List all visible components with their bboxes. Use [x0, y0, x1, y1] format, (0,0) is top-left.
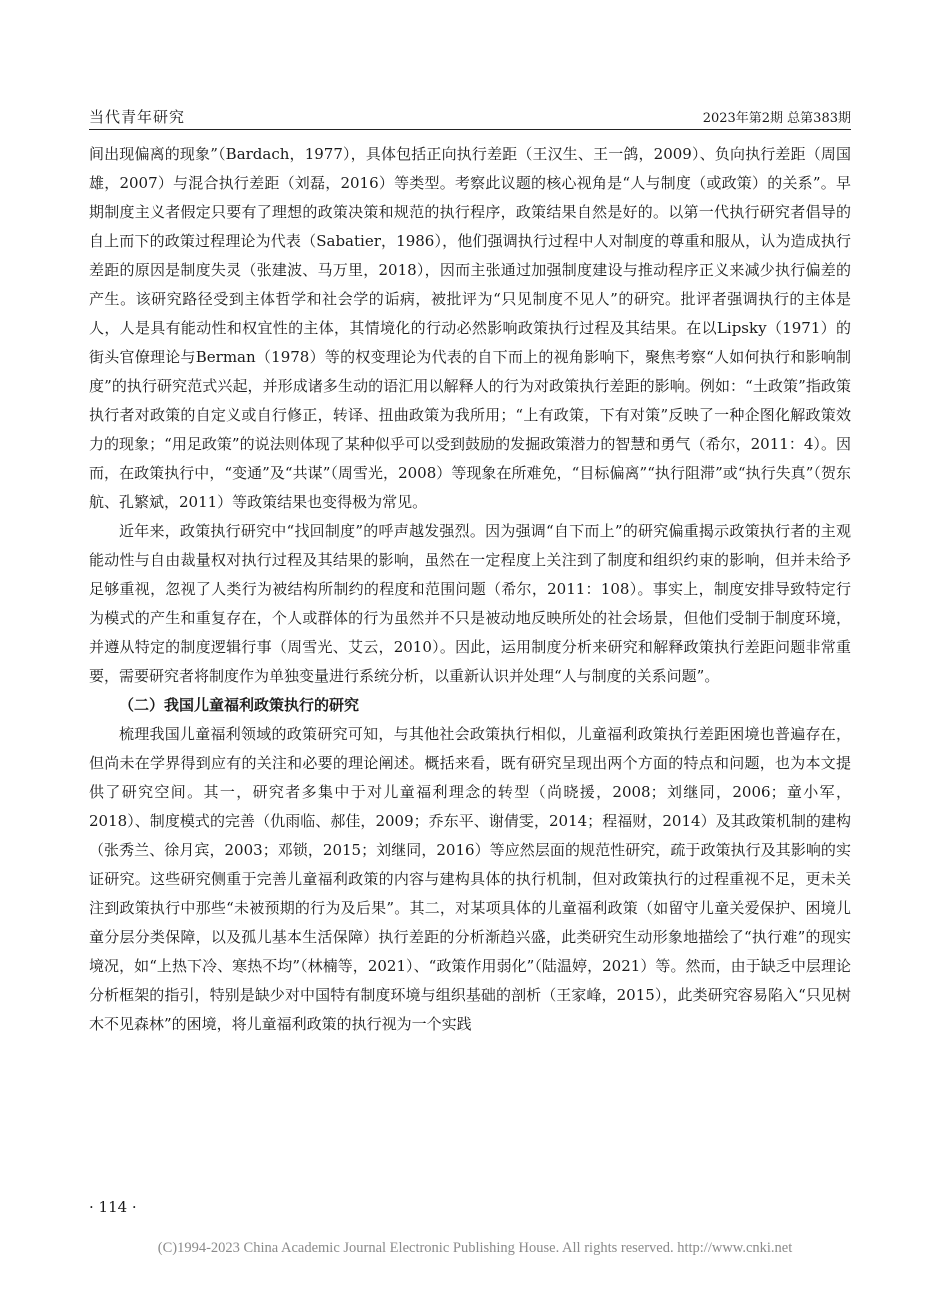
section-subheading: （二）我国儿童福利政策执行的研究 [119, 696, 360, 714]
body-paragraph-1: 间出现偏离的现象”（Bardach，1977），具体包括正向执行差距（王汉生、王一鸽，2009）、负向执行差距（周国雄，2007）与混合执行差距（刘磊，2016）等类型。考察此议题的核心视角是“人与制度（或政策）的关系”。早期制度主义者假定只要有了理想的政策决策和规范的执行程序，政策结果自然是好的。以第一代执行研究者倡导的自上而下的政策过程理论为代表（Sabatier，1986），他们强调执行过程中人对制度的尊重和服从，认为造成执行差距的原因是制度失灵（张建波、马万里，2018），因而主张通过加强制度建设与推动程序正义来减少执行偏差的产生。该研究路径受到主体哲学和社会学的诟病，被批评为“只见制度不见人”的研究。批评者强调执行的主体是人，人是具有能动性和权宜性的主体，其情境化的行动必然影响政策执行过程及其结果。在以Lipsky（1971）的街头官僚理论与Berman（1978）等的权变理论为代表的自下而上的视角影响下，聚焦考察“人如何执行和影响制度”的执行研究范式兴起，并形成诸多生动的语汇用以解释人的行为对政策执行差距的影响。例如：“土政策”指政策执行者对政策的自定义或自行修正，转译、扭曲政策为我所用；“上有政策，下有对策”反映了一种企图化解政策效力的现象；“用足政策”的说法则体现了某种似乎可以受到鼓励的发掘政策潜力的智慧和勇气（希尔，2011：4）。因而，在政策执行中，“变通”及“共谋”（周雪光，2008）等现象在所难免，“目标偏离”“执行阻滞”或“执行失真”（贺东航、孔繁斌，2011）等政策结果也变得极为常见。 [89, 145, 851, 511]
article-body [89, 140, 851, 1039]
running-header [89, 103, 851, 130]
journal-name: 当代青年研究 [89, 108, 186, 126]
copyright-footer: (C)1994-2023 China Academic Journal Electronic Publishing House. All rights reserved. http://www.cnki.net [157, 1240, 793, 1256]
issue-info: 2023年第2期 总第383期 [702, 111, 851, 126]
body-paragraph-3: 梳理我国儿童福利领域的政策研究可知，与其他社会政策执行相似，儿童福利政策执行差距困境也普遍存在，但尚未在学界得到应有的关注和必要的理论阐述。概括来看，既有研究呈现出两个方面的特点和问题，也为本文提供了研究空间。其一，研究者多集中于对儿童福利理念的转型（尚晓援，2008；刘继同，2006；童小军，2018）、制度模式的完善（仇雨临、郝佳，2009；乔东平、谢倩雯，2014；程福财，2014）及其政策机制的建构（张秀兰、徐月宾，2003；邓锁，2015；刘继同，2016）等应然层面的规范性研究，疏于政策执行及其影响的实证研究。这些研究侧重于完善儿童福利政策的内容与建构具体的执行机制，但对政策执行的过程重视不足，更未关注到政策执行中那些“未被预期的行为及后果”。其二，对某项具体的儿童福利政策（如留守儿童关爱保护、困境儿童分层分类保障，以及孤儿基本生活保障）执行差距的分析渐趋兴盛，此类研究生动形象地描绘了“执行难”的现实境况，如“上热下冷、寒热不均”（林楠等，2021）、“政策作用弱化”（陆温婷，2021）等。然而，由于缺乏中层理论分析框架的指引，特别是缺少对中国特有制度环境与组织基础的剖析（王家峰，2015），此类研究容易陷入“只见树木不见森林”的困境，将儿童福利政策的执行视为一个实践 [89, 725, 851, 1033]
page-number: · 114 · [89, 1198, 137, 1216]
body-paragraph-2: 近年来，政策执行研究中“找回制度”的呼声越发强烈。因为强调“自下而上”的研究偏重揭示政策执行者的主观能动性与自由裁量权对执行过程及其结果的影响，虽然在一定程度上关注到了制度和组织约束的影响，但并未给予足够重视，忽视了人类行为被结构所制约的程度和范围问题（希尔，2011：108）。事实上，制度安排导致特定行为模式的产生和重复存在，个人或群体的行为虽然并不只是被动地反映所处的社会场景，但他们受制于制度环境，并遵从特定的制度逻辑行事（周雪光、艾云，2010）。因此，运用制度分析来研究和解释政策执行差距问题非常重要，需要研究者将制度作为单独变量进行系统分析，以重新认识并处理“人与制度的关系问题”。 [89, 522, 851, 685]
